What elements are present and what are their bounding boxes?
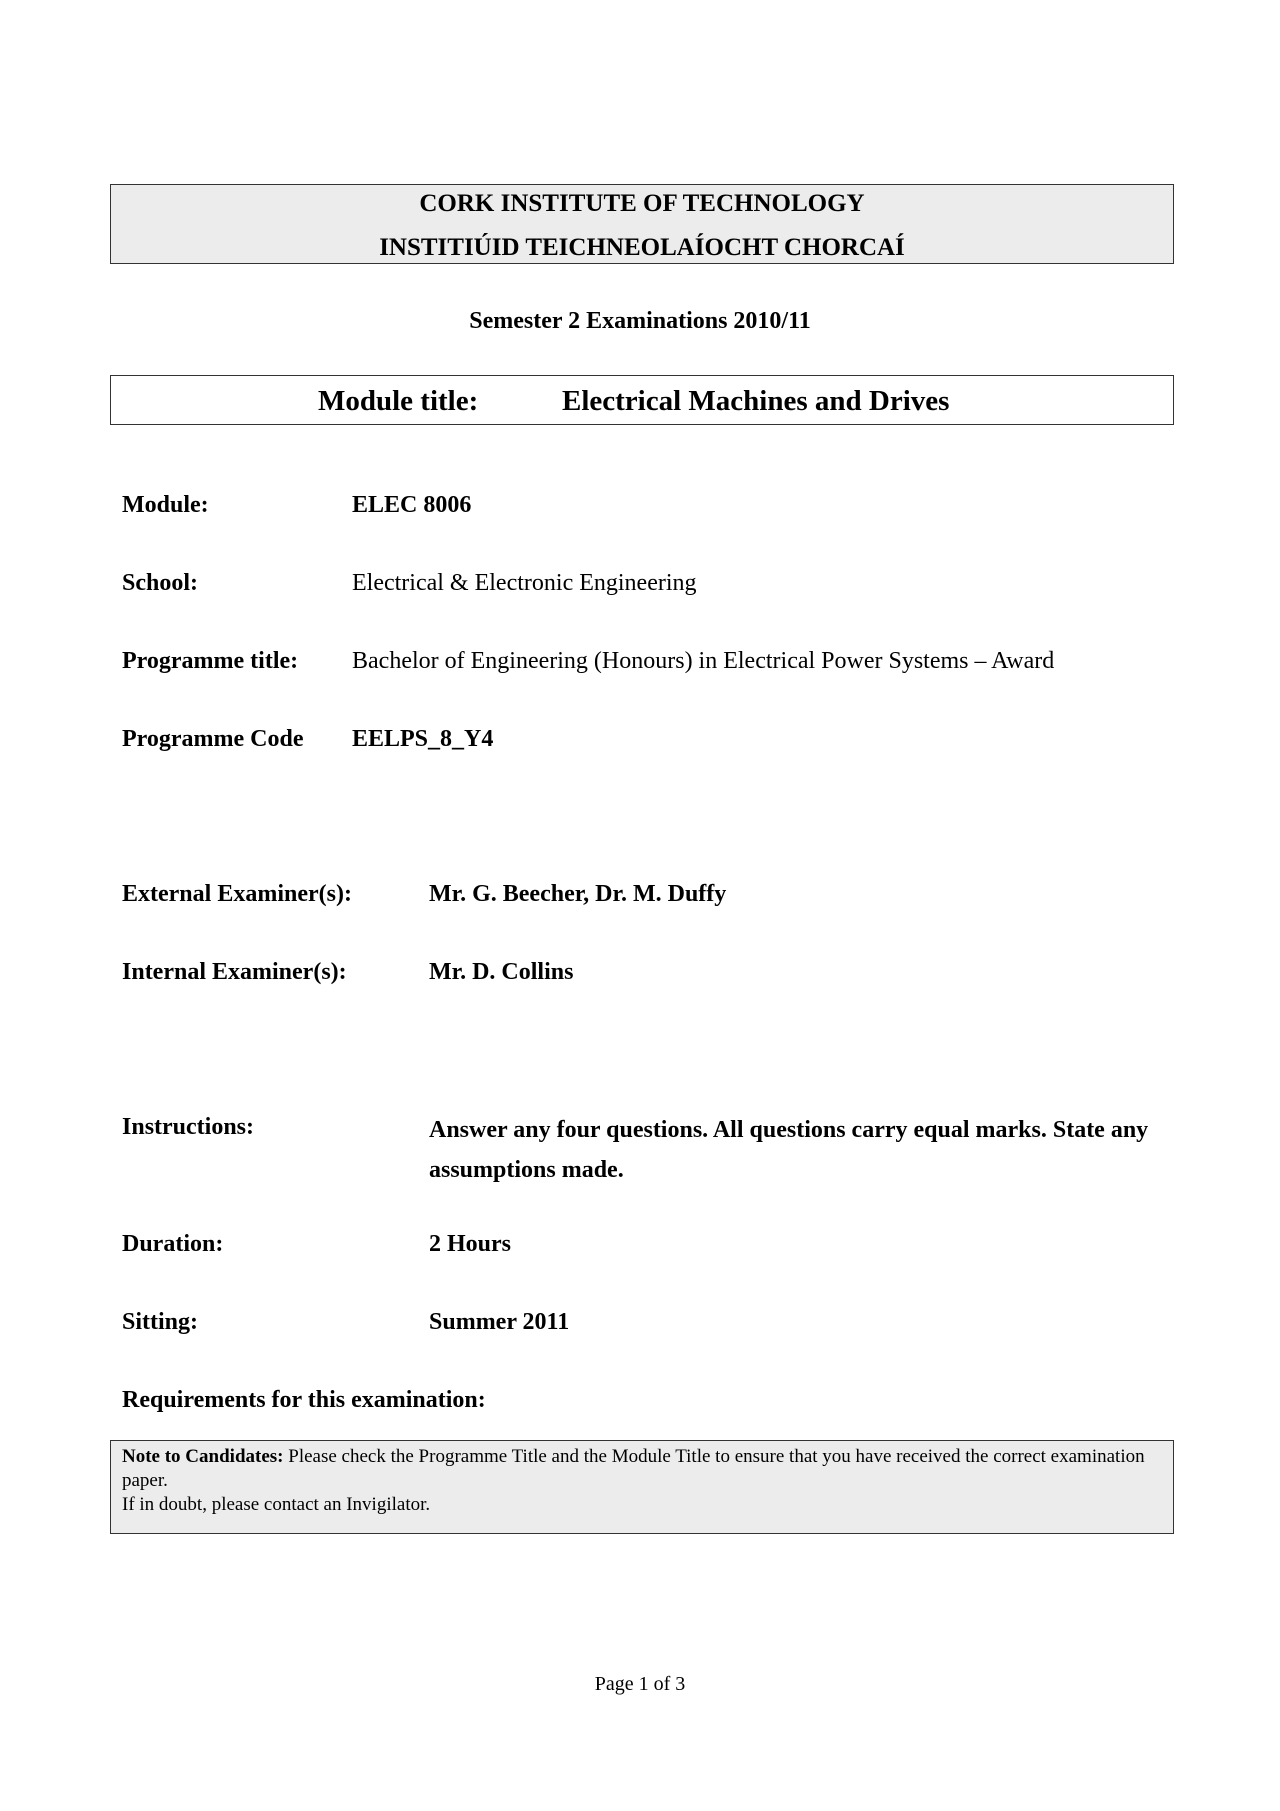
module-title-label: Module title:: [318, 385, 479, 417]
programme-title-value: Bachelor of Engineering (Honours) in Electrical Power Systems – Award: [352, 648, 1055, 674]
instructions-label: Instructions:: [122, 1114, 255, 1140]
note-to-candidates: [110, 1440, 1174, 1534]
note-doubt: If in doubt, please contact an Invigilator.: [122, 1494, 431, 1515]
requirements-label: Requirements for this examination:: [122, 1387, 486, 1413]
internal-examiners-value: Mr. D. Collins: [429, 959, 574, 985]
external-examiners-label: External Examiner(s):: [122, 881, 352, 907]
programme-title-label: Programme title:: [122, 648, 299, 674]
institution-name-irish: INSTITIÚID TEICHNEOLAÍOCHT CHORCAÍ: [379, 234, 905, 261]
duration-label: Duration:: [122, 1231, 224, 1257]
institution-header: [110, 184, 1174, 264]
external-examiners-value: Mr. G. Beecher, Dr. M. Duffy: [429, 881, 727, 907]
note-text: Please check the Programme Title and the Module Title to ensure that you have received the correct examination paper.: [122, 1446, 1145, 1491]
duration-value: 2 Hours: [429, 1231, 512, 1257]
sitting-label: Sitting:: [122, 1309, 199, 1335]
note-heading: Note to Candidates:: [122, 1446, 284, 1467]
internal-examiners-label: Internal Examiner(s):: [122, 959, 347, 985]
module-code-value: ELEC 8006: [352, 492, 472, 518]
exam-session: Semester 2 Examinations 2010/11: [469, 308, 811, 334]
module-title-box: [110, 375, 1174, 425]
school-value: Electrical & Electronic Engineering: [352, 570, 697, 596]
institution-name-english: CORK INSTITUTE OF TECHNOLOGY: [419, 190, 865, 217]
page-number: Page 1 of 3: [594, 1673, 686, 1695]
instructions-value: Answer any four questions. All questions carry equal marks. State any assumptions made.: [429, 1117, 1149, 1183]
module-label: Module:: [122, 492, 209, 518]
programme-code-value: EELPS_8_Y4: [352, 726, 494, 752]
sitting-value: Summer 2011: [429, 1309, 570, 1335]
school-label: School:: [122, 570, 199, 596]
programme-code-label: Programme Code: [122, 726, 304, 752]
module-title-value: Electrical Machines and Drives: [562, 385, 950, 417]
